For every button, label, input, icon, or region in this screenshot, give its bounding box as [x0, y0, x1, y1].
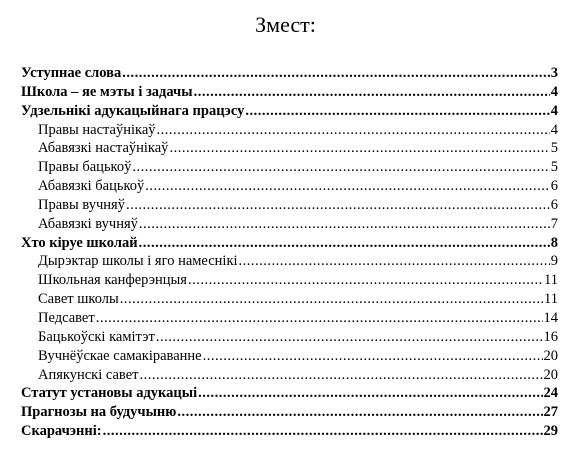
toc-subsection-entry[interactable] [21, 252, 558, 271]
toc-page-number: 4 [550, 121, 558, 138]
toc-dot-leader [156, 328, 543, 347]
toc-subsection-entry[interactable] [21, 328, 558, 347]
toc-section-entry[interactable] [21, 102, 558, 121]
toc-dot-leader [198, 384, 542, 403]
table-of-contents [21, 64, 558, 441]
toc-entry-label: Савет школы [38, 291, 119, 308]
toc-page-number: 5 [550, 140, 558, 157]
toc-section-entry[interactable] [21, 64, 558, 83]
toc-subsection-entry[interactable] [21, 271, 558, 290]
toc-section-entry[interactable] [21, 403, 558, 422]
toc-subsection-entry[interactable] [21, 158, 558, 177]
toc-subsection-entry[interactable] [21, 366, 558, 385]
toc-entry-label: Правы настаўнікаў [38, 121, 156, 138]
toc-entry-label: Правы бацькоў [38, 159, 132, 176]
toc-entry-label: Абавязкі вучняў [38, 215, 138, 232]
toc-dot-leader [139, 215, 550, 234]
toc-page-number: 8 [550, 234, 558, 251]
toc-dot-leader [245, 102, 549, 121]
toc-dot-leader [103, 422, 543, 441]
toc-subsection-entry[interactable] [21, 290, 558, 309]
toc-entry-label: Скарачэнні: [21, 423, 102, 440]
toc-dot-leader [122, 64, 549, 83]
toc-page-number: 6 [550, 178, 558, 195]
toc-page-number: 20 [543, 366, 558, 383]
toc-section-entry[interactable] [21, 384, 558, 403]
toc-entry-label: Бацькоўскі камітэт [38, 328, 155, 345]
toc-subsection-entry[interactable] [21, 177, 558, 196]
toc-page-number: 27 [543, 404, 558, 421]
toc-dot-leader [188, 271, 543, 290]
toc-title: Змест: [255, 12, 316, 37]
toc-dot-leader [169, 139, 549, 158]
toc-page-number: 9 [550, 253, 558, 270]
toc-dot-leader [120, 290, 543, 309]
toc-page-number: 24 [543, 385, 558, 402]
toc-dot-leader [203, 347, 543, 366]
toc-entry-label: Уступнае слова [21, 65, 122, 81]
toc-subsection-entry[interactable] [21, 215, 558, 234]
toc-dot-leader [139, 234, 550, 253]
toc-entry-label: Школа – яе мэты і задачы [21, 83, 193, 100]
toc-page-number: 16 [543, 328, 558, 345]
toc-entry-label: Правы вучняў [38, 196, 125, 213]
toc-entry-label: Школьная канферэнцыя [38, 272, 187, 289]
toc-page-number: 6 [550, 196, 558, 213]
toc-entry-label: Педсавет [38, 309, 95, 326]
toc-page-number: 4 [550, 83, 558, 100]
toc-section-entry[interactable] [21, 234, 558, 253]
toc-entry-label: Удзельнікі адукацыйнага працэсу [21, 102, 245, 119]
toc-entry-label: Хто кіруе школай [21, 234, 138, 251]
toc-dot-leader [157, 121, 550, 140]
toc-page-number: 20 [543, 347, 558, 364]
toc-page-number: 4 [550, 102, 558, 119]
toc-section-entry[interactable] [21, 83, 558, 102]
toc-subsection-entry[interactable] [21, 196, 558, 215]
toc-dot-leader [145, 177, 549, 196]
toc-page-number: 5 [550, 159, 558, 176]
toc-page-number: 11 [544, 291, 558, 308]
toc-page-number: 29 [543, 423, 558, 440]
toc-entry-label: Апякунскі савет [38, 366, 139, 383]
toc-entry-label: Статут установы адукацыі [21, 385, 198, 402]
toc-entry-label: Абавязкі бацькоў [38, 178, 145, 195]
toc-dot-leader [177, 403, 542, 422]
toc-dot-leader [194, 83, 550, 102]
toc-page-number: 14 [543, 309, 558, 326]
toc-entry-label: Дырэктар школы і яго намеснікі [38, 253, 238, 270]
toc-subsection-entry[interactable] [21, 347, 558, 366]
toc-page-number: 3 [550, 65, 558, 81]
toc-dot-leader [132, 158, 549, 177]
toc-dot-leader [239, 252, 550, 271]
toc-dot-leader [96, 309, 543, 328]
toc-entry-label: Вучнёўскае самакіраванне [38, 347, 202, 364]
toc-page-number: 7 [550, 215, 558, 232]
toc-entry-label: Прагнозы на будучыню [21, 404, 177, 421]
toc-dot-leader [139, 366, 542, 385]
toc-dot-leader [126, 196, 550, 215]
toc-page-number: 11 [544, 272, 558, 289]
toc-subsection-entry[interactable] [21, 121, 558, 140]
toc-subsection-entry[interactable] [21, 309, 558, 328]
toc-entry-label: Абавязкі настаўнікаў [38, 140, 169, 157]
toc-subsection-entry[interactable] [21, 139, 558, 158]
toc-section-entry[interactable] [21, 422, 558, 441]
